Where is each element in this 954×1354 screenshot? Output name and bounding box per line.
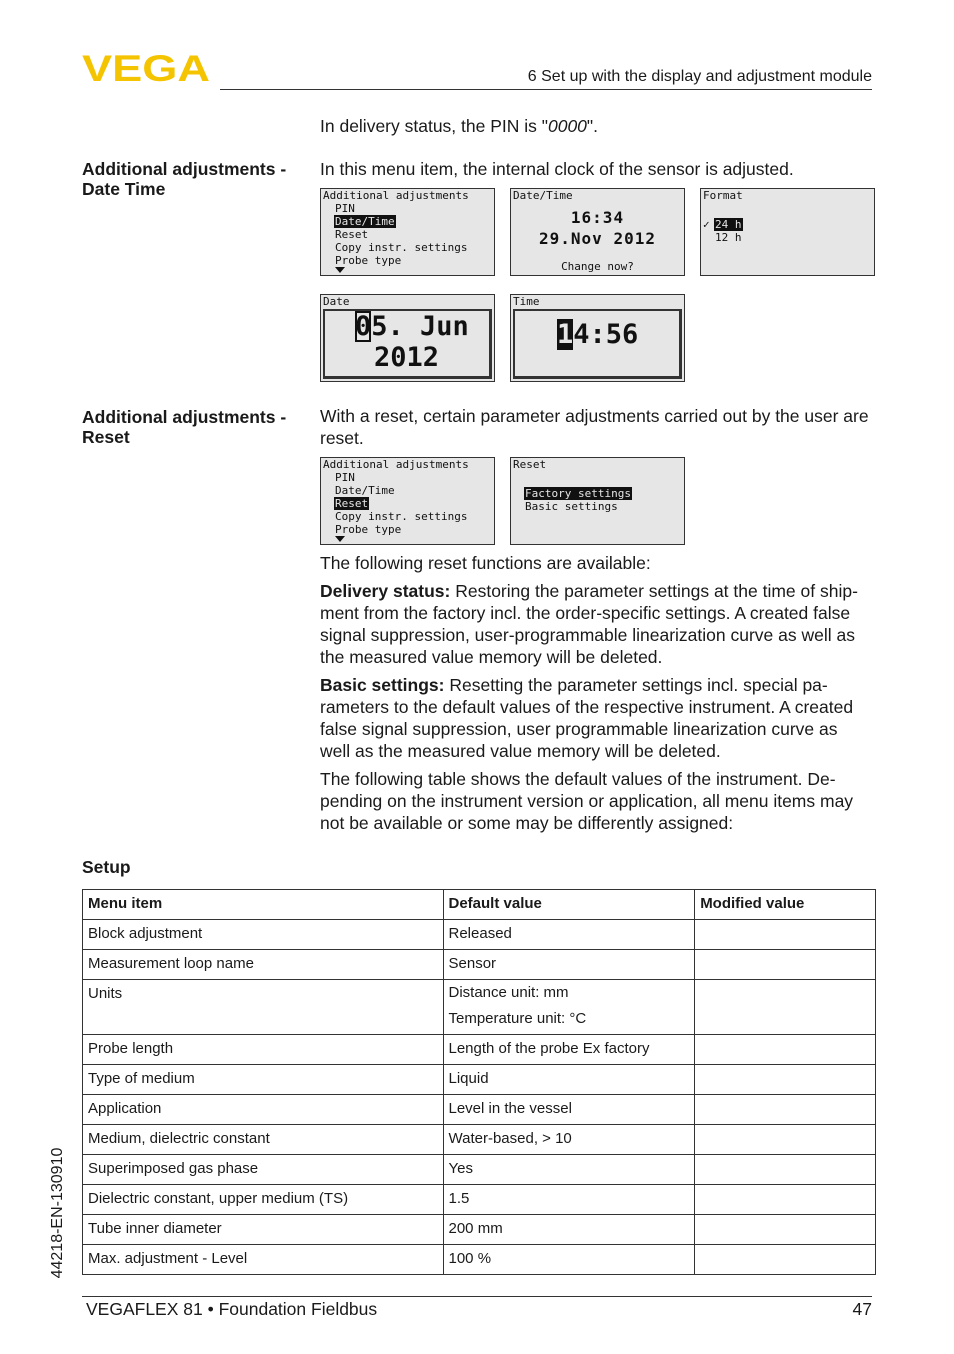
table-row: Units Distance unit: mm Temperature unit: °C xyxy=(83,980,876,1035)
table-row: Max. adjustment - Level 100 % xyxy=(83,1245,876,1275)
lcd-factory-settings: Factory settings xyxy=(525,487,631,500)
table-row: Type of medium Liquid xyxy=(83,1065,876,1095)
table-row: Probe length Length of the probe Ex factory xyxy=(83,1035,876,1065)
lcd-title: Additional adjustments xyxy=(323,458,469,471)
lcd-menu-date-time xyxy=(320,188,495,276)
table-row: Superimposed gas phase Yes xyxy=(83,1155,876,1185)
table-row: Tube inner diameter 200 mm xyxy=(83,1215,876,1245)
lcd-time-rest: 4:56 xyxy=(573,319,639,350)
check-icon: ✓ xyxy=(703,218,710,231)
document-id: 44218-EN-130910 xyxy=(49,1147,66,1279)
lcd-cursor: 0 xyxy=(355,311,372,342)
lcd-date-time xyxy=(510,188,685,276)
lcd-format-12h: 12 h xyxy=(715,231,742,244)
lcd-time-edit xyxy=(510,294,685,382)
lcd-item: Probe type xyxy=(335,523,402,536)
scroll-down-icon xyxy=(335,536,345,542)
lcd-title: Time xyxy=(513,295,540,308)
lcd-title: Date xyxy=(323,295,350,308)
date-time-heading: Additional adjustments - Date Time xyxy=(82,159,287,199)
lcd-item: Date/Time xyxy=(335,484,395,497)
table-intro: The following table shows the default values of the instrument. De-pending on the instrument version or application, all menu items may not be available or some may be differently assigned: xyxy=(320,769,854,833)
delivery-status-paragraph: Delivery status: Restoring the parameter settings at the time of ship-ment from the factory incl. the order-specific settings. A created false signal suppression, user-programmable linearization curve as well as the measured value memory will be deleted. xyxy=(320,581,858,667)
table-header-row xyxy=(83,890,876,920)
table-row: Medium, dielectric constant Water-based, > 10 xyxy=(83,1125,876,1155)
lcd-reset xyxy=(510,457,685,545)
reset-available: The following reset functions are available: xyxy=(320,553,651,573)
table-row: Measurement loop name Sensor xyxy=(83,950,876,980)
section-title: 6 Set up with the display and adjustment module xyxy=(527,68,872,85)
lcd-change-prompt: Change now? xyxy=(561,260,634,273)
lcd-date-rest: 5. Jun xyxy=(371,311,469,342)
date-time-text: In this menu item, the internal clock of the sensor is adjusted. xyxy=(320,159,794,179)
lcd-date-edit xyxy=(320,294,495,382)
lcd-year: 2012 xyxy=(374,342,440,373)
lcd-item-selected: Date/Time xyxy=(335,215,395,228)
lcd-item: Reset xyxy=(335,228,369,241)
lcd-item: PIN xyxy=(335,202,355,215)
lcd-basic-settings: Basic settings xyxy=(525,500,618,513)
lcd-item: Copy instr. settings xyxy=(335,510,468,523)
lcd-format-24h: 24 h xyxy=(715,218,742,231)
lcd-time-value: 16:34 xyxy=(570,208,625,227)
scroll-down-icon xyxy=(335,267,345,273)
pin-note: In delivery status, the PIN is "0000". xyxy=(320,116,598,136)
column-header: Default value xyxy=(443,890,695,920)
default-values-table xyxy=(82,889,876,1275)
header-divider xyxy=(220,89,872,90)
table-row: Dielectric constant, upper medium (TS) 1.5 xyxy=(83,1185,876,1215)
lcd-title: Additional adjustments xyxy=(323,189,469,202)
lcd-date-value: 29.Nov 2012 xyxy=(539,229,656,248)
column-header: Menu item xyxy=(83,890,444,920)
lcd-item: Probe type xyxy=(335,254,402,267)
lcd-title: Reset xyxy=(513,458,547,471)
column-header: Modified value xyxy=(695,890,876,920)
table-row: Application Level in the vessel xyxy=(83,1095,876,1125)
page-number: 47 xyxy=(852,1299,872,1319)
reset-heading: Additional adjustments - Reset xyxy=(82,407,287,447)
lcd-title: Format xyxy=(703,189,743,202)
reset-text: With a reset, certain parameter adjustments carried out by the user are reset. xyxy=(320,406,869,448)
table-row: Block adjustment Released xyxy=(83,920,876,950)
lcd-item-selected: Reset xyxy=(335,497,369,510)
lcd-item: PIN xyxy=(335,471,355,484)
lcd-item: Copy instr. settings xyxy=(335,241,468,254)
setup-heading: Setup xyxy=(82,857,131,877)
lcd-menu-reset xyxy=(320,457,495,545)
footer-product: VEGAFLEX 81 • Foundation Fieldbus xyxy=(86,1299,378,1319)
lcd-format xyxy=(700,188,875,276)
lcd-cursor: 1 xyxy=(557,319,574,350)
vega-logo xyxy=(82,52,212,84)
footer-divider xyxy=(82,1296,872,1297)
lcd-title: Date/Time xyxy=(513,189,573,202)
logo-text: VEGA xyxy=(82,52,210,84)
basic-settings-paragraph: Basic settings: Resetting the parameter settings incl. special pa-rameters to the default values of the respective instrument. A created false signal suppression, user programmable linearization curve as well as the measured value memory will be deleted. xyxy=(320,675,854,761)
